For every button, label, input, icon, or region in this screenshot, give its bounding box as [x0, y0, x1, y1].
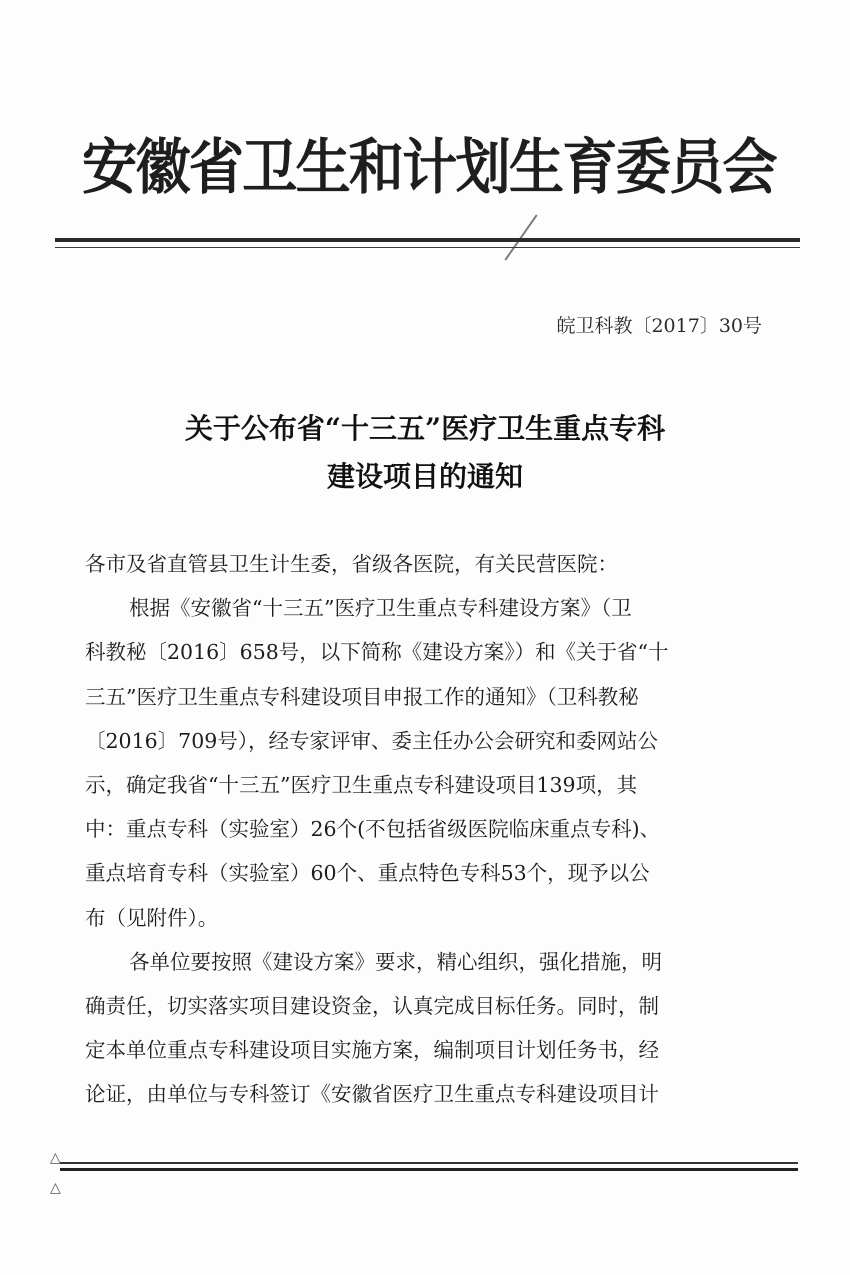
notice-body [85, 542, 775, 1117]
body-line: 示，确定我省“十三五”医疗卫生重点专科建设项目139项，其 [85, 773, 638, 798]
body-line: 根据《安徽省“十三五”医疗卫生重点专科建设方案》（卫 [129, 596, 632, 621]
notice-title-line-2: 建设项目的通知 [326, 460, 523, 493]
header-rule-thick [55, 238, 800, 242]
binding-mark-icon: △ [50, 1150, 61, 1166]
body-line: 定本单位重点专科建设项目实施方案，编制项目计划任务书，经 [85, 1038, 659, 1063]
header-rule-thin [55, 247, 800, 248]
notice-title [60, 405, 790, 501]
body-line: 科教秘〔2016〕658号，以下简称《建设方案》）和《关于省“十 [85, 640, 669, 665]
issuing-organization: 安徽省卫生和计划生育委员会 [82, 133, 776, 203]
body-line: 〔2016〕709号），经专家评审、委主任办公会研究和委网站公 [85, 728, 659, 753]
body-line: 确责任，切实落实项目建设资金，认真完成目标任务。同时，制 [85, 994, 659, 1019]
body-line: 中：重点专科（实验室）26个(不包括省级医院临床重点专科)、 [85, 817, 661, 842]
notice-title-line-1: 关于公布省“十三五”医疗卫生重点专科 [184, 412, 666, 445]
body-line: 各单位要按照《建设方案》要求，精心组织，强化措施，明 [129, 949, 662, 974]
body-line: 三五”医疗卫生重点专科建设项目申报工作的通知》（卫科教秘 [85, 684, 639, 709]
binding-mark-icon: △ [50, 1180, 61, 1196]
body-line: 论证，由单位与专科签订《安徽省医疗卫生重点专科建设项目计 [85, 1082, 659, 1107]
body-line: 布（见附件）。 [85, 905, 219, 930]
body-line: 重点培育专科（实验室）60个、重点特色专科53个，现予以公 [85, 861, 650, 886]
document-number: 皖卫科教〔2017〕30号 [556, 315, 762, 337]
footer-rule-thin [60, 1162, 798, 1164]
footer-rule-thick [60, 1168, 798, 1171]
body-line-salutation: 各市及省直管县卫生计生委，省级各医院，有关民营医院： [85, 552, 618, 576]
